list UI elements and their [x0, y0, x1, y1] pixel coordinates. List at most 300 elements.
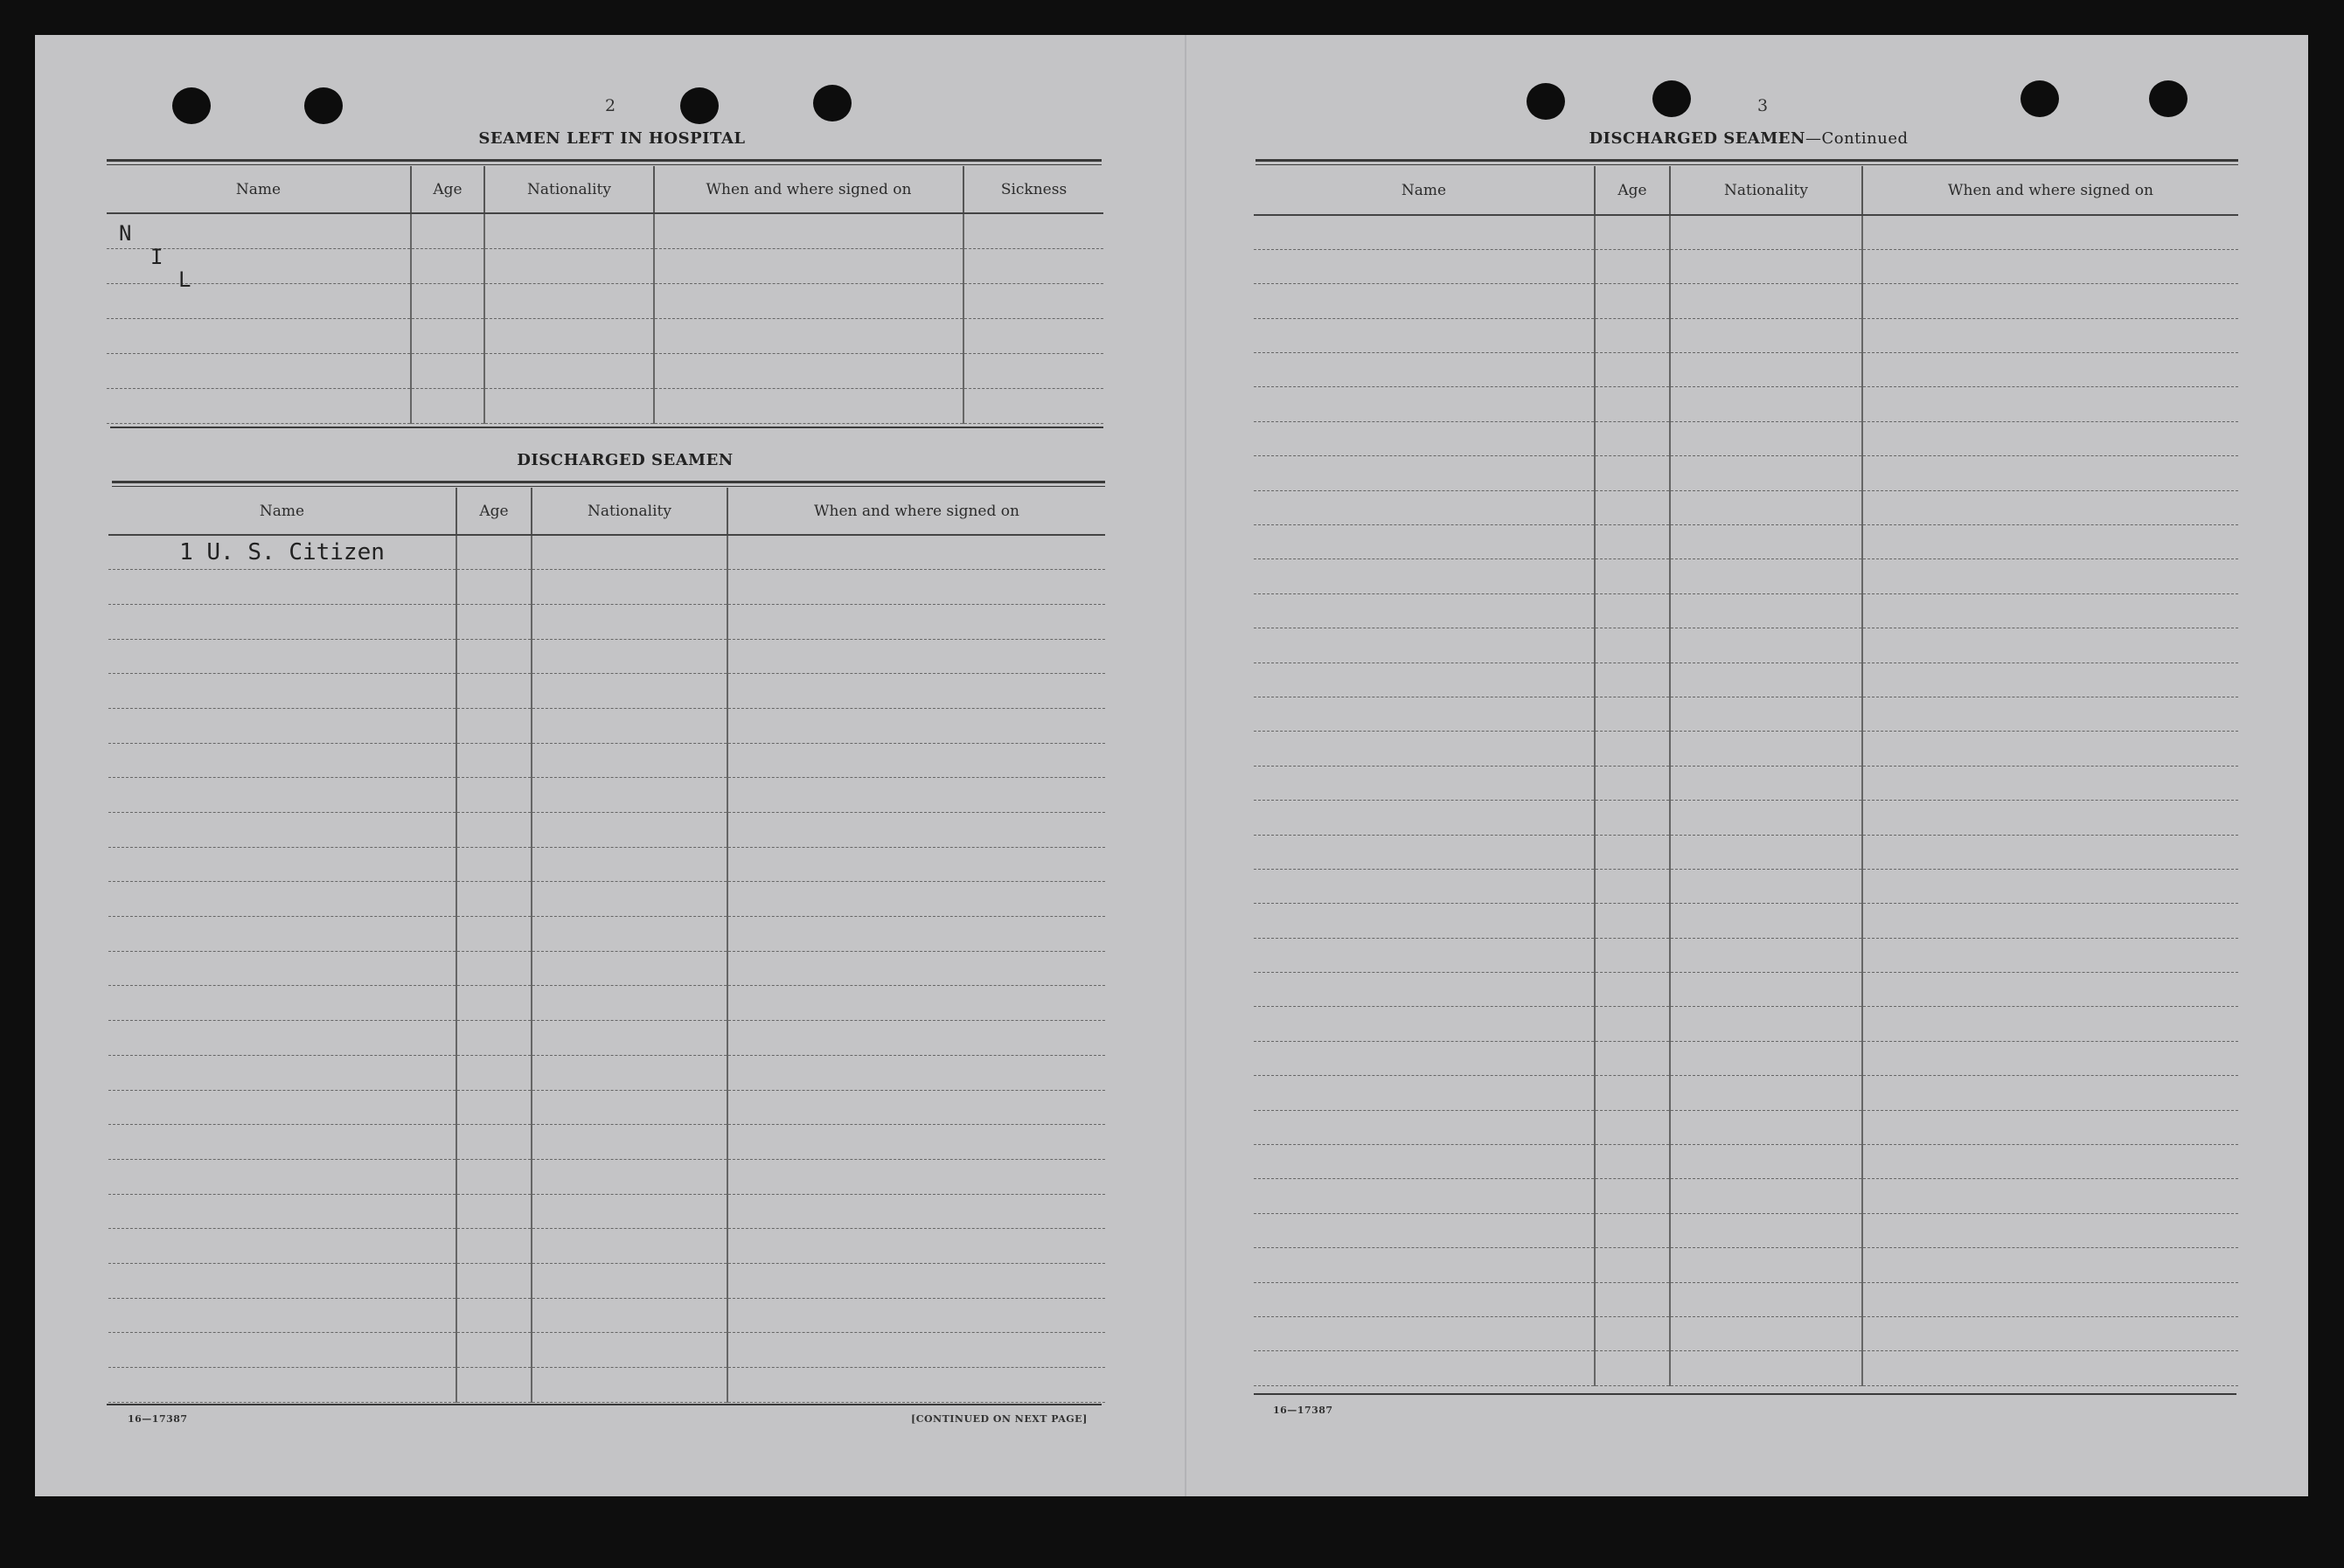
- table-cell: [1595, 1351, 1670, 1385]
- table-cell: [108, 951, 456, 986]
- table-cell: [1254, 353, 1595, 387]
- page-number-left: 2: [605, 96, 616, 115]
- table-cell: [727, 570, 1105, 605]
- table-cell: [108, 847, 456, 882]
- table-cell: [1862, 835, 2238, 869]
- right-top-rule: [1255, 159, 2238, 165]
- table-cell: [1862, 593, 2238, 628]
- discharged-row: [108, 951, 1105, 986]
- right-row: [1254, 1351, 2238, 1385]
- table-cell: [727, 1125, 1105, 1160]
- hospital-col-signed-on: When and where signed on: [654, 166, 963, 213]
- table-cell: [1254, 1317, 1595, 1351]
- table-cell: [1670, 869, 1862, 903]
- table-cell: [1254, 387, 1595, 421]
- discharged-row: [108, 882, 1105, 917]
- table-cell: [1254, 628, 1595, 663]
- table-cell: [532, 1298, 727, 1333]
- table-cell: [532, 778, 727, 813]
- table-cell: [1670, 387, 1862, 421]
- hospital-row: [107, 318, 1103, 353]
- table-cell: [108, 813, 456, 848]
- table-cell: [108, 1194, 456, 1229]
- right-row: [1254, 456, 2238, 490]
- table-cell: [1862, 1179, 2238, 1213]
- right-row: [1254, 1317, 2238, 1351]
- discharged-row: [108, 1333, 1105, 1368]
- table-cell: [456, 1090, 532, 1125]
- table-cell: [456, 604, 532, 639]
- table-cell: [484, 388, 654, 423]
- table-cell: [1254, 1007, 1595, 1041]
- table-cell: [1862, 1041, 2238, 1075]
- table-cell: [484, 283, 654, 318]
- hospital-top-rule: [107, 159, 1102, 165]
- right-section-title-suffix: —Continued: [1805, 129, 1909, 148]
- table-cell: [1254, 456, 1595, 490]
- discharged-row: [108, 1021, 1105, 1056]
- discharged-section-title: DISCHARGED SEAMEN: [517, 451, 734, 469]
- right-row: [1254, 1076, 2238, 1110]
- table-cell: [456, 1055, 532, 1090]
- table-cell: [1254, 1179, 1595, 1213]
- table-cell: [532, 882, 727, 917]
- nil-letter-n: N: [119, 221, 132, 246]
- table-cell: [108, 1368, 456, 1403]
- table-cell: [1595, 904, 1670, 938]
- table-cell: [727, 882, 1105, 917]
- right-discharged-table: [1254, 166, 2238, 1386]
- table-cell: [532, 1194, 727, 1229]
- table-cell: [1862, 353, 2238, 387]
- table-cell: [108, 1298, 456, 1333]
- table-cell: [532, 1263, 727, 1298]
- table-cell: [1862, 628, 2238, 663]
- table-cell: [456, 1263, 532, 1298]
- form-number-left: 16—17387: [128, 1413, 188, 1425]
- table-cell: [727, 1159, 1105, 1194]
- table-cell: [727, 986, 1105, 1021]
- table-cell: [1670, 1145, 1862, 1179]
- table-cell: [1862, 938, 2238, 972]
- table-cell: [456, 1159, 532, 1194]
- table-cell: [108, 1021, 456, 1056]
- right-row: [1254, 1007, 2238, 1041]
- table-cell: [1670, 215, 1862, 249]
- discharged-row: [108, 986, 1105, 1021]
- table-cell: [1862, 421, 2238, 455]
- right-col-signed-on: When and where signed on: [1862, 166, 2238, 215]
- table-cell: [1862, 284, 2238, 318]
- right-row: [1254, 353, 2238, 387]
- table-cell: [1862, 1145, 2238, 1179]
- table-cell: [654, 353, 963, 388]
- punch-hole: [304, 87, 343, 124]
- discharged-row: [108, 1263, 1105, 1298]
- table-cell: [1595, 1213, 1670, 1247]
- table-cell: [456, 778, 532, 813]
- table-cell: [411, 388, 484, 423]
- table-cell: [1670, 1317, 1862, 1351]
- right-row: [1254, 1248, 2238, 1282]
- table-cell: [107, 213, 411, 248]
- table-cell: [1595, 1145, 1670, 1179]
- table-cell: [727, 847, 1105, 882]
- table-cell: [532, 1125, 727, 1160]
- table-cell: [108, 570, 456, 605]
- table-cell: [1254, 284, 1595, 318]
- hospital-col-nationality: Nationality: [484, 166, 654, 213]
- table-cell: [532, 917, 727, 952]
- right-row: [1254, 1179, 2238, 1213]
- table-cell: [1670, 421, 1862, 455]
- table-cell: [456, 1298, 532, 1333]
- right-row: [1254, 973, 2238, 1007]
- table-cell: [1595, 387, 1670, 421]
- table-cell: [484, 318, 654, 353]
- table-cell: [1254, 697, 1595, 731]
- table-cell: [108, 708, 456, 743]
- table-cell: [1862, 249, 2238, 283]
- table-cell: [532, 1159, 727, 1194]
- table-cell: [727, 674, 1105, 709]
- table-cell: [1254, 593, 1595, 628]
- table-cell: [1862, 1317, 2238, 1351]
- right-row: [1254, 421, 2238, 455]
- table-cell: [1595, 801, 1670, 835]
- table-cell: [532, 639, 727, 674]
- discharged-row: [108, 743, 1105, 778]
- table-cell: [1595, 456, 1670, 490]
- table-cell: [1670, 1179, 1862, 1213]
- table-cell: [1595, 1007, 1670, 1041]
- punch-hole: [680, 87, 719, 124]
- right-row: [1254, 525, 2238, 559]
- table-cell: [727, 708, 1105, 743]
- discharged-row: [108, 674, 1105, 709]
- right-row: [1254, 663, 2238, 697]
- table-cell: [1670, 490, 1862, 524]
- right-row: [1254, 215, 2238, 249]
- table-cell: [1254, 1248, 1595, 1282]
- table-cell: [532, 1055, 727, 1090]
- discharged-row: [108, 1159, 1105, 1194]
- discharged-row: [108, 813, 1105, 848]
- table-cell: [108, 986, 456, 1021]
- table-cell: [108, 778, 456, 813]
- nil-letter-i: I: [150, 245, 163, 269]
- table-cell: [1862, 456, 2238, 490]
- table-cell: [654, 318, 963, 353]
- table-cell: [108, 1090, 456, 1125]
- table-cell: [456, 951, 532, 986]
- table-cell: [1595, 1179, 1670, 1213]
- table-cell: [1595, 421, 1670, 455]
- table-cell: [1670, 628, 1862, 663]
- discharged-row: [108, 1055, 1105, 1090]
- table-cell: [532, 674, 727, 709]
- table-cell: [108, 604, 456, 639]
- right-row: [1254, 628, 2238, 663]
- punch-hole: [813, 85, 852, 121]
- right-bottom-rule: [1254, 1393, 2236, 1395]
- table-cell: [654, 213, 963, 248]
- table-cell: [532, 604, 727, 639]
- table-cell: [1862, 1213, 2238, 1247]
- table-cell: [108, 1333, 456, 1368]
- discharged-col-nationality: Nationality: [532, 488, 727, 535]
- table-cell: [963, 283, 1103, 318]
- discharged-col-age: Age: [456, 488, 532, 535]
- table-cell: [1862, 766, 2238, 800]
- table-cell: [532, 1229, 727, 1264]
- table-cell: [1670, 593, 1862, 628]
- hospital-col-sickness: Sickness: [963, 166, 1103, 213]
- table-cell: [1595, 628, 1670, 663]
- right-row: [1254, 490, 2238, 524]
- table-cell: [654, 388, 963, 423]
- right-section-title-main: DISCHARGED SEAMEN: [1589, 129, 1805, 148]
- table-cell: [456, 1229, 532, 1264]
- table-cell: [727, 1090, 1105, 1125]
- right-row: [1254, 835, 2238, 869]
- table-cell: [456, 813, 532, 848]
- discharged-col-signed-on: When and where signed on: [727, 488, 1105, 535]
- page-number-right: 3: [1757, 96, 1769, 115]
- table-cell: [1862, 869, 2238, 903]
- table-cell: [1862, 1007, 2238, 1041]
- table-cell: [456, 1368, 532, 1403]
- punch-hole: [172, 87, 211, 124]
- table-cell: [1254, 1213, 1595, 1247]
- right-col-age: Age: [1595, 166, 1670, 215]
- table-cell: [108, 1055, 456, 1090]
- table-cell: [727, 1194, 1105, 1229]
- table-cell: [1670, 697, 1862, 731]
- table-cell: [963, 213, 1103, 248]
- table-cell: [1254, 835, 1595, 869]
- table-cell: [1595, 1282, 1670, 1316]
- table-cell: [108, 1159, 456, 1194]
- table-cell: [1862, 1282, 2238, 1316]
- table-cell: [532, 743, 727, 778]
- table-cell: [108, 1125, 456, 1160]
- table-cell: [456, 674, 532, 709]
- table-cell: [727, 535, 1105, 570]
- table-cell: [456, 639, 532, 674]
- table-cell: [1595, 663, 1670, 697]
- discharged-row: [108, 570, 1105, 605]
- table-cell: [456, 535, 532, 570]
- table-cell: [1595, 1076, 1670, 1110]
- table-cell: [456, 917, 532, 952]
- table-cell: [1254, 1110, 1595, 1144]
- table-cell: [1254, 1041, 1595, 1075]
- table-cell: [727, 778, 1105, 813]
- table-cell: [1670, 766, 1862, 800]
- form-number-right: 16—17387: [1273, 1405, 1333, 1416]
- table-cell: [963, 388, 1103, 423]
- right-row: [1254, 284, 2238, 318]
- table-cell: [1595, 249, 1670, 283]
- right-row: [1254, 904, 2238, 938]
- table-cell: [456, 882, 532, 917]
- table-cell: [456, 1194, 532, 1229]
- table-cell: [1595, 593, 1670, 628]
- table-cell: [1862, 215, 2238, 249]
- table-cell: [1670, 318, 1862, 352]
- table-cell: [1862, 732, 2238, 766]
- discharged-row: [108, 535, 1105, 570]
- table-cell: [456, 570, 532, 605]
- table-cell: [532, 1333, 727, 1368]
- table-cell: [1595, 1041, 1670, 1075]
- table-cell: [727, 743, 1105, 778]
- right-row: [1254, 1145, 2238, 1179]
- right-row: [1254, 318, 2238, 352]
- table-cell: [411, 248, 484, 283]
- discharged-row: [108, 1229, 1105, 1264]
- table-cell: [1595, 525, 1670, 559]
- table-cell: [484, 353, 654, 388]
- table-cell: [1254, 215, 1595, 249]
- table-cell: [1254, 973, 1595, 1007]
- table-cell: [1670, 1351, 1862, 1385]
- table-cell: [1595, 835, 1670, 869]
- table-cell: [411, 283, 484, 318]
- table-cell: [727, 1333, 1105, 1368]
- table-cell: [1670, 1007, 1862, 1041]
- table-cell: [654, 248, 963, 283]
- table-cell: [1670, 353, 1862, 387]
- table-cell: [1670, 938, 1862, 972]
- discharged-row: [108, 917, 1105, 952]
- right-row: [1254, 801, 2238, 835]
- table-cell: [1595, 490, 1670, 524]
- table-cell: [963, 248, 1103, 283]
- hospital-row: [107, 248, 1103, 283]
- table-cell: [1595, 284, 1670, 318]
- table-cell: [1595, 215, 1670, 249]
- table-cell: [411, 318, 484, 353]
- table-cell: [1254, 421, 1595, 455]
- hospital-row: [107, 353, 1103, 388]
- hospital-section-title: SEAMEN LEFT IN HOSPITAL: [478, 129, 746, 148]
- table-cell: [1670, 1110, 1862, 1144]
- hospital-row: [107, 388, 1103, 423]
- hospital-col-age: Age: [411, 166, 484, 213]
- table-cell: [532, 1021, 727, 1056]
- table-cell: [1862, 387, 2238, 421]
- table-cell: [456, 986, 532, 1021]
- right-row: [1254, 732, 2238, 766]
- table-cell: [1670, 284, 1862, 318]
- table-cell: [1670, 249, 1862, 283]
- discharged-row: [108, 1368, 1105, 1403]
- discharged-row: [108, 1125, 1105, 1160]
- table-cell: [1254, 663, 1595, 697]
- table-cell: [1862, 904, 2238, 938]
- table-cell: [411, 213, 484, 248]
- table-cell: [108, 743, 456, 778]
- table-cell: [107, 283, 411, 318]
- table-cell: [1254, 525, 1595, 559]
- table-cell: [727, 1021, 1105, 1056]
- table-cell: [1862, 525, 2238, 559]
- punch-hole: [2149, 80, 2188, 117]
- table-cell: [1254, 801, 1595, 835]
- right-row: [1254, 1282, 2238, 1316]
- table-cell: [1670, 835, 1862, 869]
- discharged-row: [108, 604, 1105, 639]
- table-cell: [1670, 732, 1862, 766]
- discharged-row: [108, 1090, 1105, 1125]
- table-cell: [532, 951, 727, 986]
- right-row: [1254, 387, 2238, 421]
- table-cell: [1862, 1110, 2238, 1144]
- table-cell: [1254, 1145, 1595, 1179]
- table-cell: [456, 1333, 532, 1368]
- right-row: [1254, 559, 2238, 593]
- table-cell: [1595, 318, 1670, 352]
- table-cell: [108, 1229, 456, 1264]
- table-cell: [532, 847, 727, 882]
- table-cell: [1595, 869, 1670, 903]
- table-cell: [532, 1090, 727, 1125]
- table-cell: [963, 318, 1103, 353]
- table-cell: [456, 1021, 532, 1056]
- punch-hole: [1527, 83, 1565, 120]
- table-cell: [1595, 559, 1670, 593]
- table-cell: [1254, 732, 1595, 766]
- table-cell: [727, 917, 1105, 952]
- page-fold: [1185, 35, 1186, 1496]
- table-cell: [1595, 1110, 1670, 1144]
- discharged-entry: 1 U. S. Citizen: [108, 535, 456, 570]
- table-cell: [532, 535, 727, 570]
- table-cell: [1862, 1248, 2238, 1282]
- table-cell: [963, 353, 1103, 388]
- table-cell: [456, 847, 532, 882]
- table-cell: [1862, 697, 2238, 731]
- discharged-row: [108, 1298, 1105, 1333]
- table-cell: [1595, 766, 1670, 800]
- table-cell: [1254, 249, 1595, 283]
- table-cell: [1254, 490, 1595, 524]
- table-cell: [1254, 1282, 1595, 1316]
- table-cell: [1595, 1317, 1670, 1351]
- table-cell: [1862, 490, 2238, 524]
- table-cell: [107, 318, 411, 353]
- table-cell: [1670, 1282, 1862, 1316]
- table-cell: [1254, 766, 1595, 800]
- table-cell: [727, 1263, 1105, 1298]
- nil-letter-l: L: [178, 267, 191, 292]
- table-cell: [532, 570, 727, 605]
- table-cell: [727, 604, 1105, 639]
- table-cell: [1670, 525, 1862, 559]
- right-row: [1254, 697, 2238, 731]
- right-col-name: Name: [1254, 166, 1595, 215]
- table-cell: [1670, 801, 1862, 835]
- table-cell: [108, 639, 456, 674]
- table-cell: [1670, 559, 1862, 593]
- table-cell: [1254, 318, 1595, 352]
- table-cell: [1670, 456, 1862, 490]
- right-row: [1254, 1213, 2238, 1247]
- right-row: [1254, 766, 2238, 800]
- table-cell: [727, 639, 1105, 674]
